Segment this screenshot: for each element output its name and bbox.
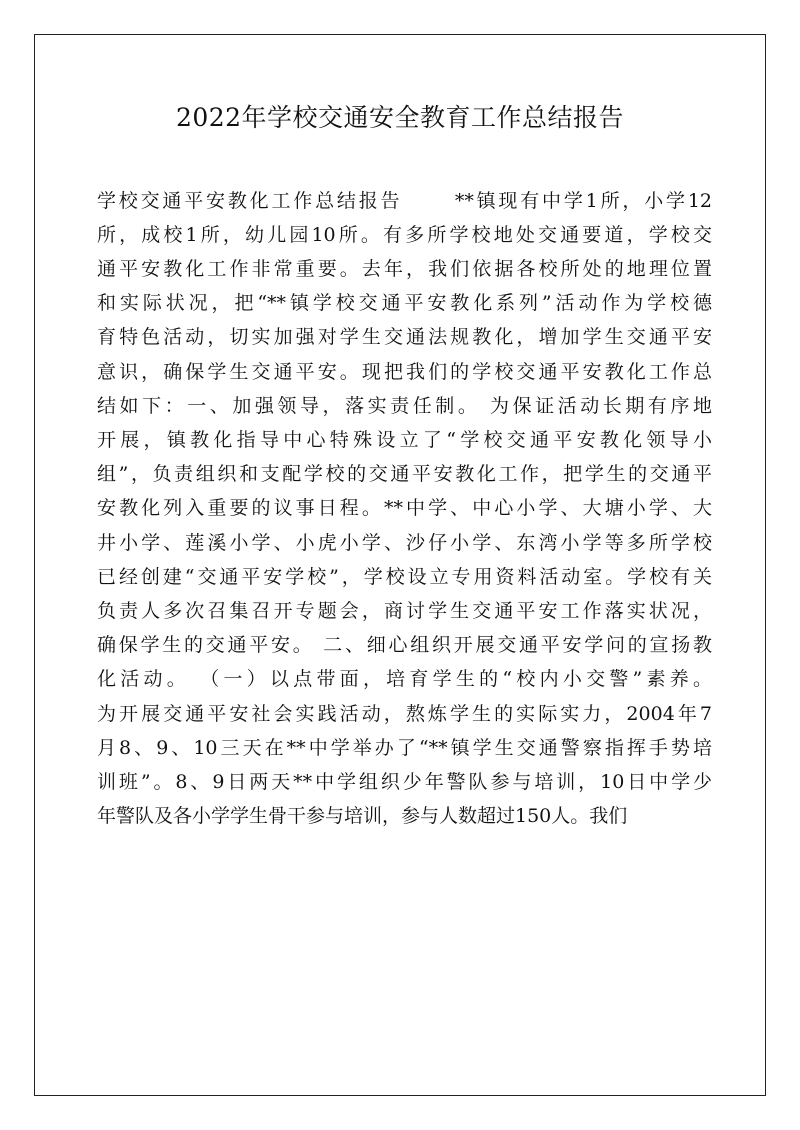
body-line-11: 井小学、莲溪小学、小虎小学、沙仔小学、东湾小学等多所学校 bbox=[97, 532, 712, 554]
body-line-12: 已经创建“交通平安学校”，学校设立专用资料活动室。学校有关 bbox=[97, 566, 712, 588]
document-title: 2022年学校交通安全教育工作总结报告 bbox=[175, 103, 625, 132]
body-line-8: 开展，镇教化指导中心特殊设立了“学校交通平安教化领导小 bbox=[97, 429, 712, 451]
body-line-1: 学校交通平安教化工作总结报告 **镇现有中学1所，小学12 bbox=[97, 190, 712, 212]
body-line-5: 育特色活动，切实加强对学生交通法规教化，增加学生交通平安 bbox=[97, 326, 712, 348]
body-line-7: 结如下：一、加强领导，落实责任制。 为保证活动长期有序地 bbox=[97, 395, 712, 417]
body-line-13: 负责人多次召集召开专题会，商讨学生交通平安工作落实状况， bbox=[97, 600, 712, 622]
body-line-17: 月8、9、10三天在**中学举办了“**镇学生交通警察指挥手势培 bbox=[97, 737, 712, 759]
body-line-9: 组”，负责组织和支配学校的交通平安教化工作，把学生的交通平 bbox=[97, 463, 712, 485]
body-line-15: 化活动。 （一）以点带面，培育学生的“校内小交警”素养。 bbox=[97, 668, 712, 690]
body-line-16: 为开展交通平安社会实践活动，熬炼学生的实际实力，2004年7 bbox=[97, 703, 712, 725]
body-line-4: 和实际状况，把“**镇学校交通平安教化系列”活动作为学校德 bbox=[97, 292, 712, 314]
body-line-18: 训班”。8、9日两天**中学组织少年警队参与培训，10日中学少 bbox=[97, 771, 712, 793]
body-line-3: 通平安教化工作非常重要。去年，我们依据各校所处的地理位置 bbox=[97, 258, 712, 280]
body-line-10: 安教化列入重要的议事日程。**中学、中心小学、大塘小学、大 bbox=[97, 497, 712, 519]
body-line-2: 所，成校1所，幼儿园10所。有多所学校地处交通要道，学校交 bbox=[97, 224, 712, 246]
body-line-19: 年警队及各小学学生骨干参与培训，参与人数超过150人。我们 bbox=[97, 805, 628, 827]
body-line-14: 确保学生的交通平安。 二、细心组织开展交通平安学问的宣扬教 bbox=[97, 634, 712, 656]
body-line-6: 意识，确保学生交通平安。现把我们的学校交通平安教化工作总 bbox=[97, 361, 712, 383]
